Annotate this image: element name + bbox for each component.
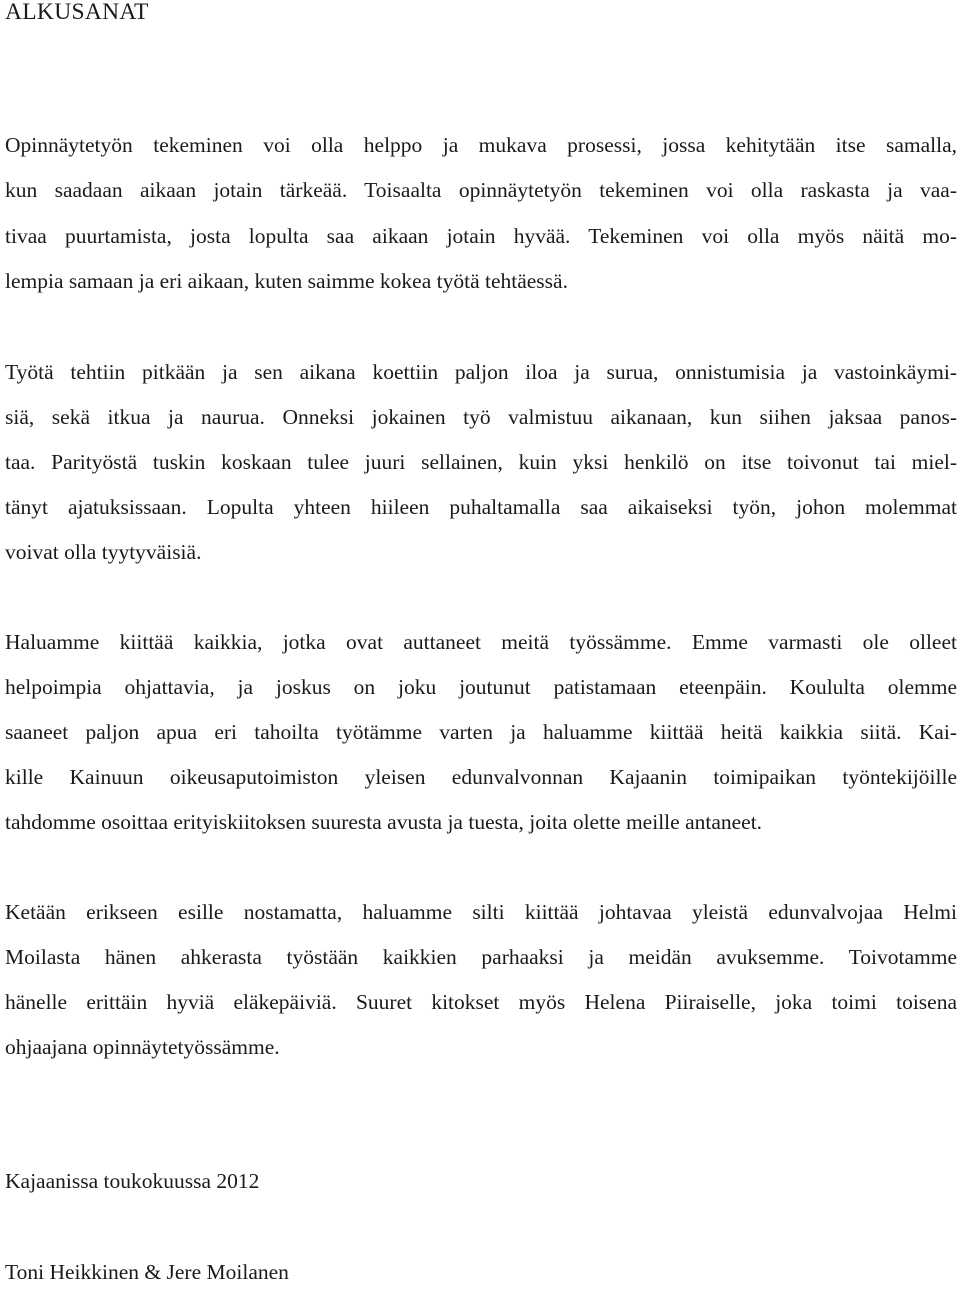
paragraph-line: siä, sekä itkua ja naurua. Onneksi jokainen työ valmistuu aikanaan, kun siihen jaksaa panos- xyxy=(5,405,957,429)
paragraph-line: voivat olla tyytyväisiä. xyxy=(5,540,202,564)
author-names: Toni Heikkinen & Jere Moilanen xyxy=(5,1260,289,1284)
paragraph-line: lempia samaan ja eri aikaan, kuten saimme kokea työtä tehtäessä. xyxy=(5,269,568,293)
paragraph-line: Moilasta hänen ahkerasta työstään kaikkien parhaaksi ja meidän avuksemme. Toivotamme xyxy=(5,945,957,969)
paragraph-line: taa. Parityöstä tuskin koskaan tulee juuri sellainen, kuin yksi henkilö on itse toivonut tai miel- xyxy=(5,450,957,474)
paragraph-line: ohjaajana opinnäytetyössämme. xyxy=(5,1035,280,1059)
paragraph-line: tivaa puurtamista, josta lopulta saa aikaan jotain hyvää. Tekeminen voi olla myös näitä mo- xyxy=(5,224,957,248)
paragraph-line: helpoimpia ohjattavia, ja joskus on joku joutunut patistamaan eteenpäin. Koululta olemme xyxy=(5,675,957,699)
place-and-date: Kajaanissa toukokuussa 2012 xyxy=(5,1169,260,1193)
paragraph-line: Työtä tehtiin pitkään ja sen aikana koettiin paljon iloa ja surua, onnistumisia ja vastoinkäymi- xyxy=(5,360,957,384)
paragraph-line: Opinnäytetyön tekeminen voi olla helppo ja mukava prosessi, jossa kehitytään itse samalla, xyxy=(5,133,957,157)
paragraph-line: kille Kainuun oikeusaputoimiston yleisen edunvalvonnan Kajaanin toimipaikan työntekijöille xyxy=(5,765,957,789)
paragraph-line: Ketään erikseen esille nostamatta, haluamme silti kiittää johtavaa yleistä edunvalvojaa Helmi xyxy=(5,900,957,924)
page-title: ALKUSANAT xyxy=(5,0,149,25)
paragraph-line: saaneet paljon apua eri tahoilta työtämme varten ja haluamme kiittää heitä kaikkia siitä. Kai- xyxy=(5,720,957,744)
paragraph-line: tänyt ajatuksissaan. Lopulta yhteen hiileen puhaltamalla saa aikaiseksi työn, johon molemmat xyxy=(5,495,957,519)
paragraph-line: hänelle erittäin hyviä eläkepäiviä. Suuret kitokset myös Helena Piiraiselle, joka toimi toisena xyxy=(5,990,957,1014)
paragraph-line: kun saadaan aikaan jotain tärkeää. Toisaalta opinnäytetyön tekeminen voi olla raskasta ja vaa- xyxy=(5,178,957,202)
paragraph-line: tahdomme osoittaa erityiskiitoksen suuresta avusta ja tuesta, joita olette meille antaneet. xyxy=(5,810,763,834)
paragraph-line: Haluamme kiittää kaikkia, jotka ovat auttaneet meitä työssämme. Emme varmasti ole olleet xyxy=(5,630,957,654)
